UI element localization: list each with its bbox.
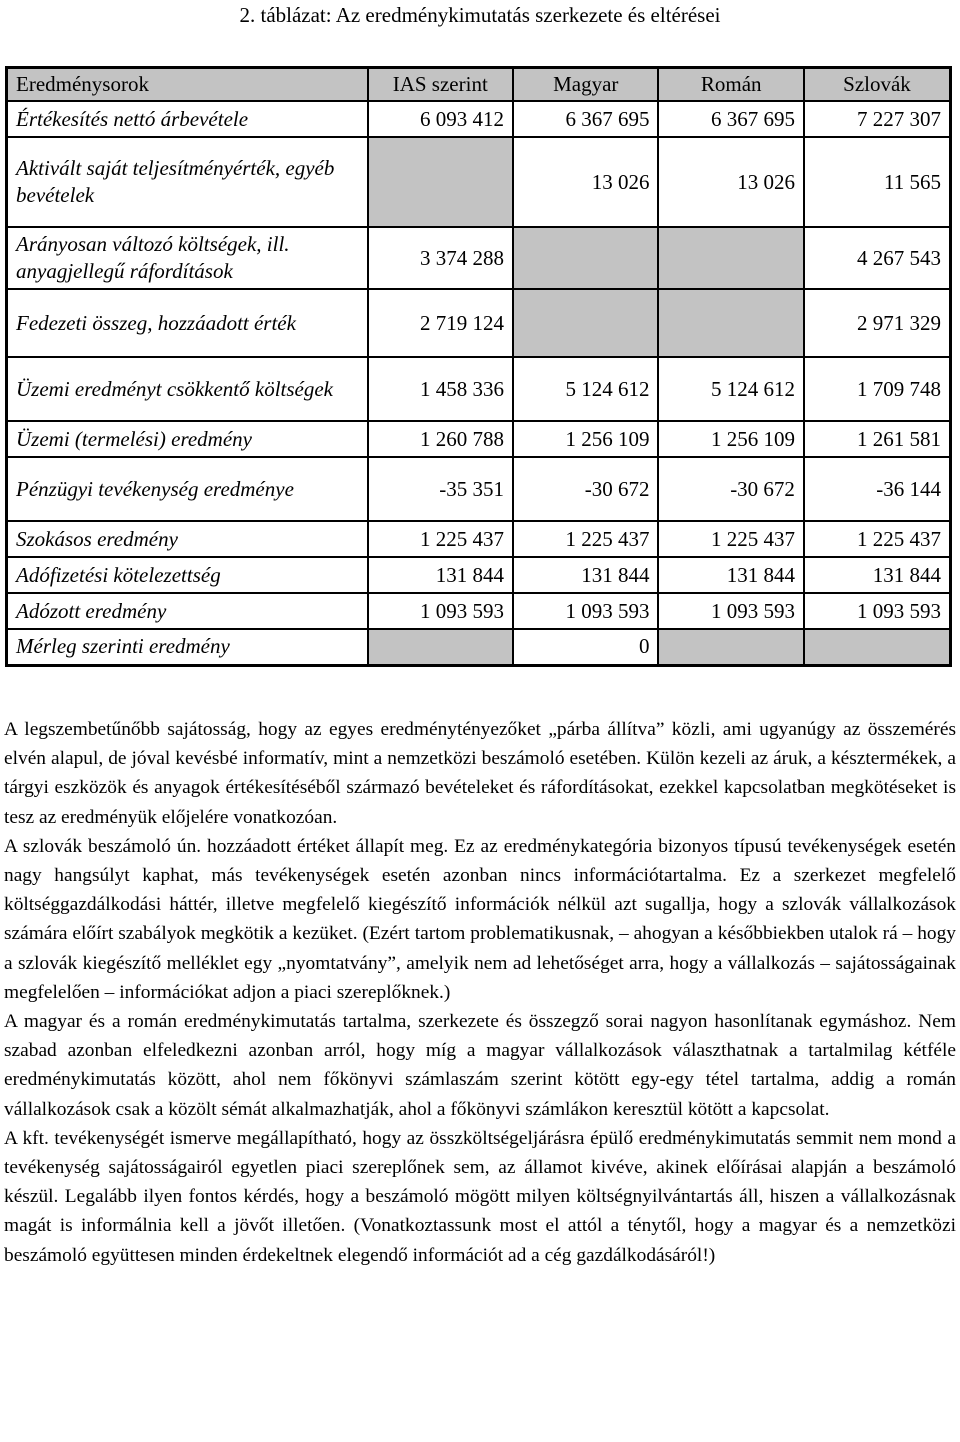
cell-ias: 3 374 288 — [368, 227, 513, 289]
row-label: Arányosan változó költségek, ill. anyagjellegű ráfordítások — [7, 227, 368, 289]
cell-ias-shaded — [368, 137, 513, 227]
cell-roman: 6 367 695 — [658, 101, 803, 137]
row-label: Mérleg szerinti eredmény — [7, 629, 368, 665]
cell-ias: -35 351 — [368, 457, 513, 521]
header-szlovak: Szlovák — [804, 68, 951, 102]
cell-ias-shaded — [368, 629, 513, 665]
cell-roman: -30 672 — [658, 457, 803, 521]
cell-roman: 5 124 612 — [658, 357, 803, 421]
cell-szlovak-shaded — [804, 629, 951, 665]
cell-ias: 1 093 593 — [368, 593, 513, 629]
header-rows: Eredménysorok — [7, 68, 368, 102]
cell-szlovak: 1 093 593 — [804, 593, 951, 629]
cell-magyar: -30 672 — [513, 457, 658, 521]
cell-roman: 1 256 109 — [658, 421, 803, 457]
cell-roman: 1 093 593 — [658, 593, 803, 629]
table-row — [7, 457, 951, 521]
cell-szlovak: -36 144 — [804, 457, 951, 521]
cell-magyar: 6 367 695 — [513, 101, 658, 137]
cell-roman: 131 844 — [658, 557, 803, 593]
row-label: Pénzügyi tevékenység eredménye — [7, 457, 368, 521]
cell-ias: 6 093 412 — [368, 101, 513, 137]
table-row — [7, 101, 951, 137]
cell-szlovak: 131 844 — [804, 557, 951, 593]
header-roman: Román — [658, 68, 803, 102]
cell-magyar: 1 093 593 — [513, 593, 658, 629]
table-row — [7, 521, 951, 557]
row-label: Adózott eredmény — [7, 593, 368, 629]
cell-roman-shaded — [658, 289, 803, 357]
table-header-row — [7, 68, 951, 102]
table-row — [7, 289, 951, 357]
cell-szlovak: 1 261 581 — [804, 421, 951, 457]
cell-magyar: 0 — [513, 629, 658, 665]
cell-roman: 13 026 — [658, 137, 803, 227]
cell-magyar-shaded — [513, 289, 658, 357]
cell-szlovak: 1 225 437 — [804, 521, 951, 557]
page-title: 2. táblázat: Az eredménykimutatás szerkezete és eltérései — [239, 3, 721, 27]
cell-magyar-shaded — [513, 227, 658, 289]
table-row — [7, 227, 951, 289]
cell-roman-shaded — [658, 629, 803, 665]
row-label: Adófizetési kötelezettség — [7, 557, 368, 593]
paragraph: A legszembetűnőbb sajátosság, hogy az egyes eredménytényezőket „párba állítva” közli, ami ugyanúgy az összemérés elvén alapul, de jóval kevésbé informatív, mint a nemzetközi beszámoló esetében. Külön kezeli az áruk, a késztermékek, a tárgyi eszközök és anyagok értékesítéséből származó bevételeket és ráfordításokat, ezekkel kapcsolatban megkötéseket is tesz az eredményük előjelére vonatkozóan. — [4, 719, 956, 828]
header-ias: IAS szerint — [368, 68, 513, 102]
cell-ias: 1 260 788 — [368, 421, 513, 457]
body-text — [4, 715, 956, 1270]
row-label: Szokásos eredmény — [7, 521, 368, 557]
cell-szlovak: 11 565 — [804, 137, 951, 227]
cell-magyar: 131 844 — [513, 557, 658, 593]
table-row — [7, 421, 951, 457]
cell-magyar: 1 225 437 — [513, 521, 658, 557]
cell-magyar: 13 026 — [513, 137, 658, 227]
table-row — [7, 593, 951, 629]
cell-szlovak: 2 971 329 — [804, 289, 951, 357]
header-magyar: Magyar — [513, 68, 658, 102]
paragraph: A magyar és a román eredménykimutatás tartalma, szerkezete és összegző sorai nagyon hasonlítanak egymáshoz. Nem szabad azonban elfeledkezni azonban arról, hogy míg a magyar vállalkozások választhatnak a tartalmilag kétféle eredménykimutatás között, ahol nem főkönyvi számlaszám szerint kötött egy-egy tétel tartalma, addig a román vállalkozások csak a közölt sémát alkalmazhatják, ahol a főkönyvi számlákon keresztül kötött a kapcsolat. — [4, 1011, 956, 1120]
cell-magyar: 5 124 612 — [513, 357, 658, 421]
row-label: Üzemi eredményt csökkentő költségek — [7, 357, 368, 421]
cell-roman-shaded — [658, 227, 803, 289]
cell-ias: 2 719 124 — [368, 289, 513, 357]
row-label: Üzemi (termelési) eredmény — [7, 421, 368, 457]
table-row — [7, 629, 951, 665]
cell-szlovak: 7 227 307 — [804, 101, 951, 137]
cell-ias: 131 844 — [368, 557, 513, 593]
income-statement-table — [5, 66, 952, 667]
table-row — [7, 357, 951, 421]
table-row — [7, 137, 951, 227]
cell-magyar: 1 256 109 — [513, 421, 658, 457]
cell-roman: 1 225 437 — [658, 521, 803, 557]
paragraph: A kft. tevékenységét ismerve megállapítható, hogy az összköltségeljárásra épülő eredménykimutatás semmit nem mond a tevékenység sajátosságairól egyetlen piaci szereplőnek sem, az államot kivéve, akinek előírásai alapján a beszámoló készül. Legalább ilyen fontos kérdés, hogy a beszámoló mögött milyen költségnyilvántartás áll, hiszen a vállalkozásnak magát is informálnia kell a jövőt illetően. (Vonatkoztassunk most el attól a ténytől, hogy a magyar és a nemzetközi beszámoló együttesen minden érdekeltnek elegendő információt ad a cég gazdálkodásáról!) — [4, 1127, 956, 1266]
row-label: Aktivált saját teljesítményérték, egyéb bevételek — [7, 137, 368, 227]
row-label: Fedezeti összeg, hozzáadott érték — [7, 289, 368, 357]
cell-szlovak: 4 267 543 — [804, 227, 951, 289]
cell-ias: 1 458 336 — [368, 357, 513, 421]
row-label: Értékesítés nettó árbevétele — [7, 101, 368, 137]
paragraph: A szlovák beszámoló ún. hozzáadott értéket állapít meg. Ez az eredménykategória bizonyos típusú tevékenységek esetén nagy hangsúlyt kaphat, más tevékenységek esetén azonban nincs információtartalma. Ez a szerkezet megfelelő költséggazdálkodási háttér, illetve megfelelő kiegészítő információk nélkül azt sugallja, hogy a szlovák vállalkozások számára előírt szabályok megkötik a kezüket. (Ezért tartom problematikusnak, – ahogyan a későbbiekben utalok rá – hogy a szlovák kiegészítő melléklet egy „nyomtatvány”, amelyik nem ad lehetőséget arra, hogy a vállalkozás – sajátosságainak megfelelően – információkat adjon a piaci szereplőknek.) — [4, 835, 956, 1003]
cell-szlovak: 1 709 748 — [804, 357, 951, 421]
cell-ias: 1 225 437 — [368, 521, 513, 557]
table-row — [7, 557, 951, 593]
